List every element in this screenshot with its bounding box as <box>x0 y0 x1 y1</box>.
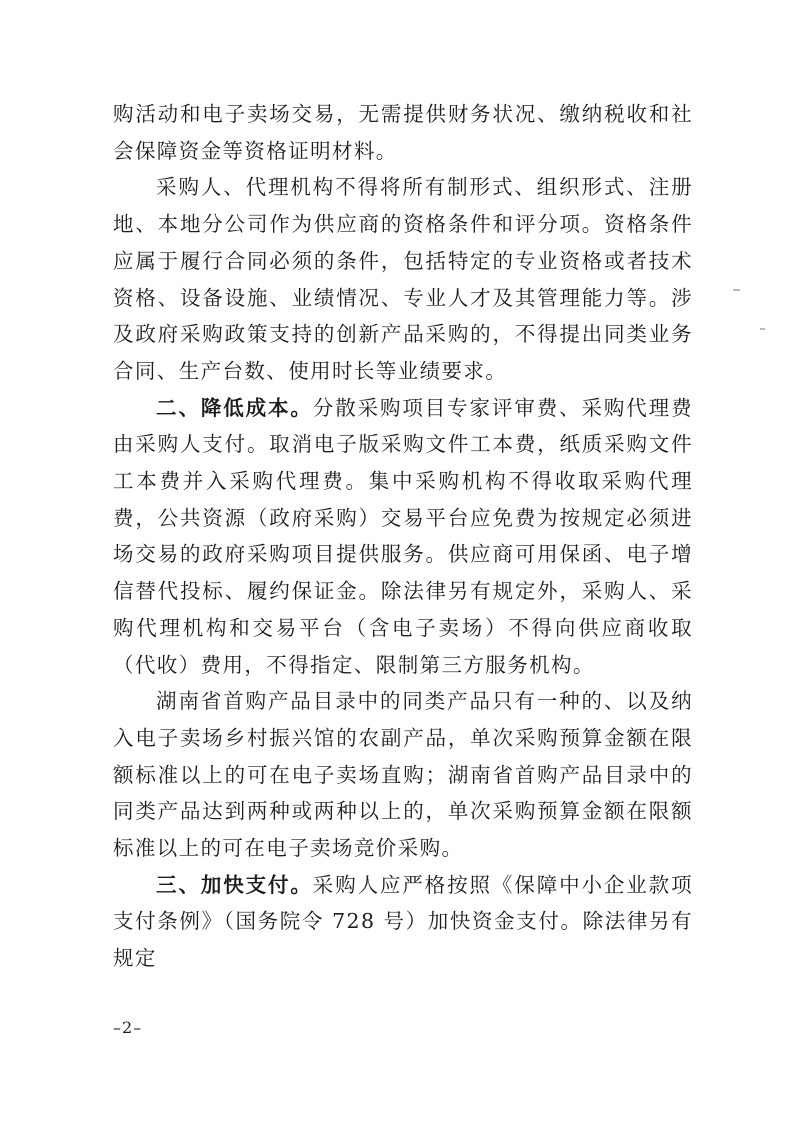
paragraph-2-text: 采购人、代理机构不得将所有制形式、组织形式、注册地、本地分公司作为供应商的资格条件和评分项。资格条件应属于履行合同必须的条件，包括特定的专业资格或者技术资格、设备设施、业绩情况、专业人才及其管理能力等。涉及政府采购政策支持的创新产品采购的，不得提出同类业务合同、生产台数、使用时长等业绩要求。 <box>113 175 693 383</box>
scan-speck <box>733 289 740 291</box>
paragraph-1 <box>113 96 693 169</box>
section-heading-reduce-costs: 二、降低成本。 <box>156 395 313 420</box>
section-heading-speed-payment: 三、加快支付。 <box>156 872 313 897</box>
paragraph-3-text: 分散采购项目专家评审费、采购代理费由采购人支付。取消电子版采购文件工本费，纸质采购文件工本费并入采购代理费。集中采购机构不得收取采购代理费，公共资源（政府采购）交易平台应免费为按规定必须进场交易的政府采购项目提供服务。供应商可用保函、电子增信替代投标、履约保证金。除法律另有规定外，采购人、采购代理机构和交易平台（含电子卖场）不得向供应商收取（代收）费用，不得指定、限制第三方服务机构。 <box>113 395 693 677</box>
paragraph-5-text: 采购人应严格按照《保障中小企业款项支付条例》（国务院令 728 号）加快资金支付。除法律另有规定 <box>113 872 693 971</box>
paragraph-1-text: 购活动和电子卖场交易，无需提供财务状况、缴纳税收和社会保障资金等资格证明材料。 <box>113 102 693 163</box>
paragraph-2 <box>113 169 693 389</box>
page-number: –2– <box>113 1018 143 1037</box>
paragraph-3 <box>113 390 693 684</box>
paragraph-4-text: 湖南省首购产品目录中的同类产品只有一种的、以及纳入电子卖场乡村振兴馆的农副产品，单次采购预算金额在限额标准以上的可在电子卖场直购；湖南省首购产品目录中的同类产品达到两种或两种以上的，单次采购预算金额在限额标准以上的可在电子卖场竞价采购。 <box>113 689 693 861</box>
paragraph-4 <box>113 683 693 867</box>
scan-speck <box>760 328 765 330</box>
document-body <box>113 96 693 977</box>
paragraph-5 <box>113 867 693 977</box>
